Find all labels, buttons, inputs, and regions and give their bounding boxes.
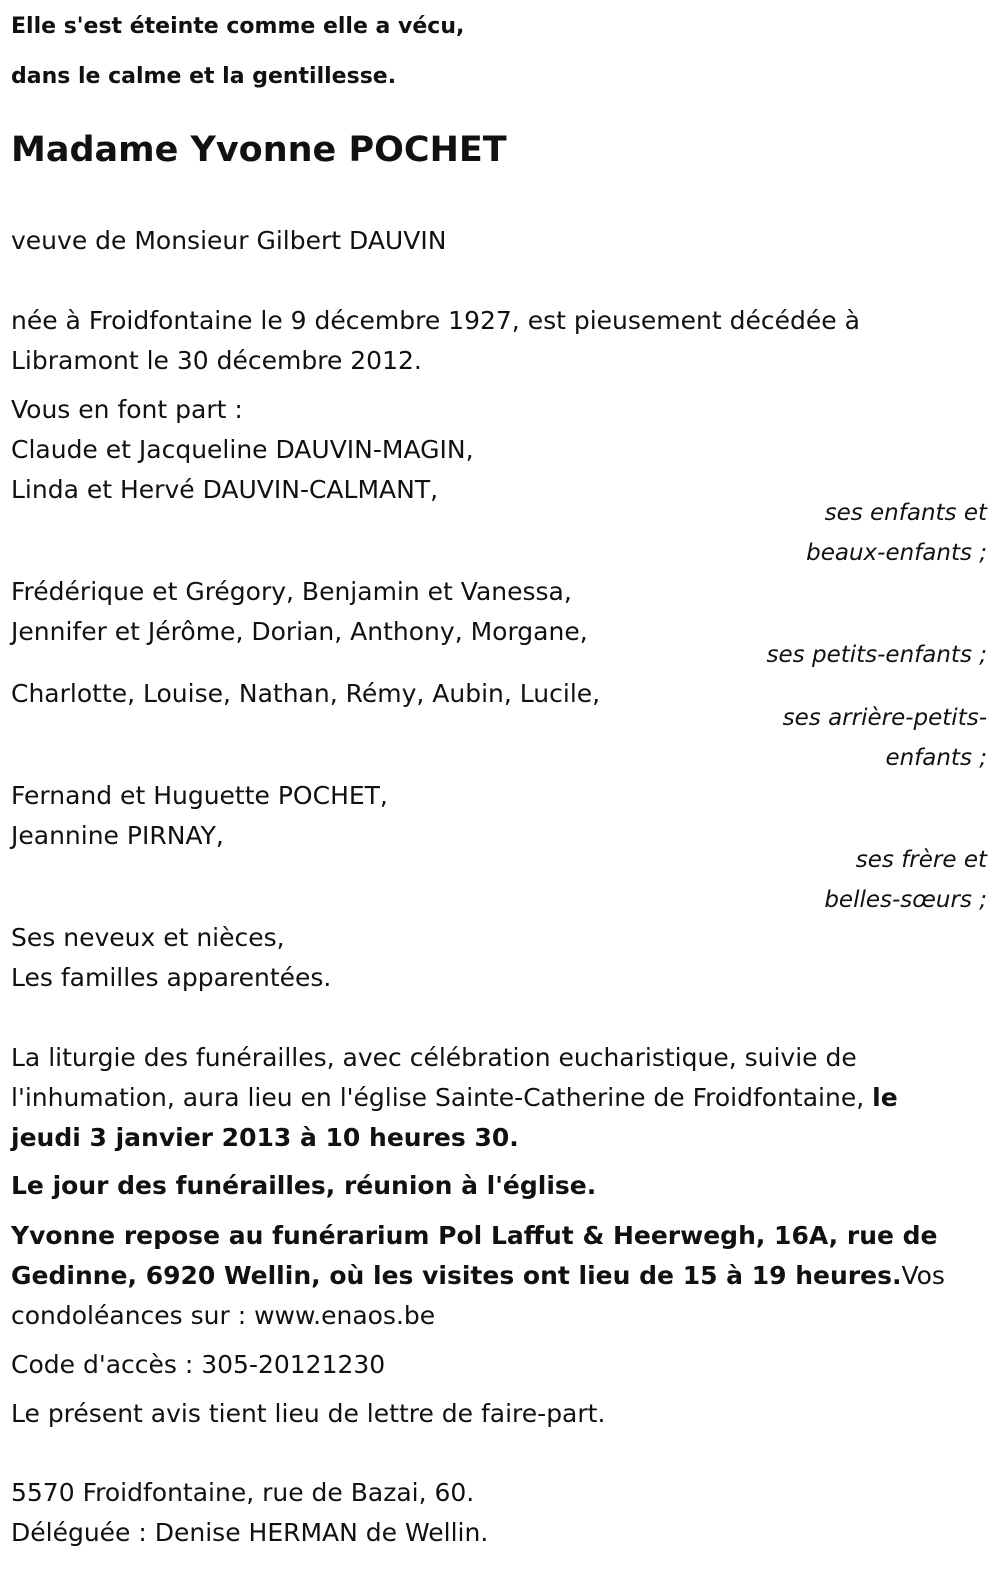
grandchildren-relation-1: ses petits-enfants ; <box>766 642 987 668</box>
announce-intro: Vous en font part : <box>11 395 243 424</box>
great-grandchildren-name-1: Charlotte, Louise, Nathan, Rémy, Aubin, Lucile, <box>11 679 601 708</box>
birth-death <box>11 301 987 381</box>
siblings-relation-2: belles-sœurs ; <box>824 887 987 913</box>
birth-death-line-1: née à Froidfontaine le 9 décembre 1927, est pieusement décédée à <box>11 306 860 335</box>
other-relatives <box>11 918 987 998</box>
funeral-line-1: La liturgie des funérailles, avec célébration eucharistique, suivie de <box>11 1043 857 1072</box>
intro-line-1: Elle s'est éteinte comme elle a vécu, <box>11 14 465 39</box>
address-block <box>11 1473 987 1553</box>
birth-death-line-2: Libramont le 30 décembre 2012. <box>11 346 422 375</box>
funeral-paragraph <box>11 1038 987 1158</box>
children-relation <box>11 493 987 573</box>
great-grandchildren-relation <box>11 698 987 778</box>
other-relatives-2: Les familles apparentées. <box>11 963 332 992</box>
funeral-line-2-text: l'inhumation, aura lieu en l'église Sainte-Catherine de Froidfontaine, <box>11 1083 873 1112</box>
funerarium-line-2-text: Vos <box>901 1261 945 1290</box>
children-name-1: Claude et Jacqueline DAUVIN-MAGIN, <box>11 435 474 464</box>
children-relation-2: beaux-enfants ; <box>806 540 987 566</box>
funerarium-line-1: Yvonne repose au funérarium Pol Laffut & Heerwegh, 16A, rue de <box>11 1221 938 1250</box>
grandchildren-relation <box>11 635 987 675</box>
children-relation-1: ses enfants et <box>824 500 987 526</box>
siblings-name-2: Jeannine PIRNAY, <box>11 821 224 850</box>
funerarium-line-2-bold: Gedinne, 6920 Wellin, où les visites ont lieu de 15 à 19 heures. <box>11 1261 902 1290</box>
deceased-name: Madame Yvonne POCHET <box>11 130 507 170</box>
reunion-notice: Le jour des funérailles, réunion à l'église. <box>11 1171 597 1200</box>
condolences-website: condoléances sur : www.enaos.be <box>11 1301 436 1330</box>
siblings-relation-1: ses frère et <box>855 847 987 873</box>
intro-quote <box>11 2 987 102</box>
widow-of: veuve de Monsieur Gilbert DAUVIN <box>11 226 447 255</box>
siblings-relation <box>11 840 987 920</box>
intro-line-2: dans le calme et la gentillesse. <box>11 64 397 89</box>
funeral-line-2 <box>11 1078 987 1118</box>
great-grandchildren-relation-1: ses arrière-petits- <box>782 705 987 731</box>
funeral-line-2-bold: le <box>872 1083 898 1112</box>
grandchildren-name-2: Jennifer et Jérôme, Dorian, Anthony, Morgane, <box>11 617 588 646</box>
great-grandchildren-relation-2: enfants ; <box>885 745 987 771</box>
children-name-2: Linda et Hervé DAUVIN-CALMANT, <box>11 475 439 504</box>
grandchildren-name-1: Frédérique et Grégory, Benjamin et Vanessa, <box>11 577 572 606</box>
funerarium-paragraph <box>11 1216 987 1336</box>
notice-statement: Le présent avis tient lieu de lettre de faire-part. <box>11 1399 606 1428</box>
siblings-name-1: Fernand et Huguette POCHET, <box>11 781 388 810</box>
access-code: Code d'accès : 305-20121230 <box>11 1350 386 1379</box>
delegate: Déléguée : Denise HERMAN de Wellin. <box>11 1518 489 1547</box>
home-address: 5570 Froidfontaine, rue de Bazai, 60. <box>11 1478 475 1507</box>
other-relatives-1: Ses neveux et nièces, <box>11 923 285 952</box>
funeral-date: jeudi 3 janvier 2013 à 10 heures 30. <box>11 1123 519 1152</box>
funerarium-line-2 <box>11 1256 987 1296</box>
